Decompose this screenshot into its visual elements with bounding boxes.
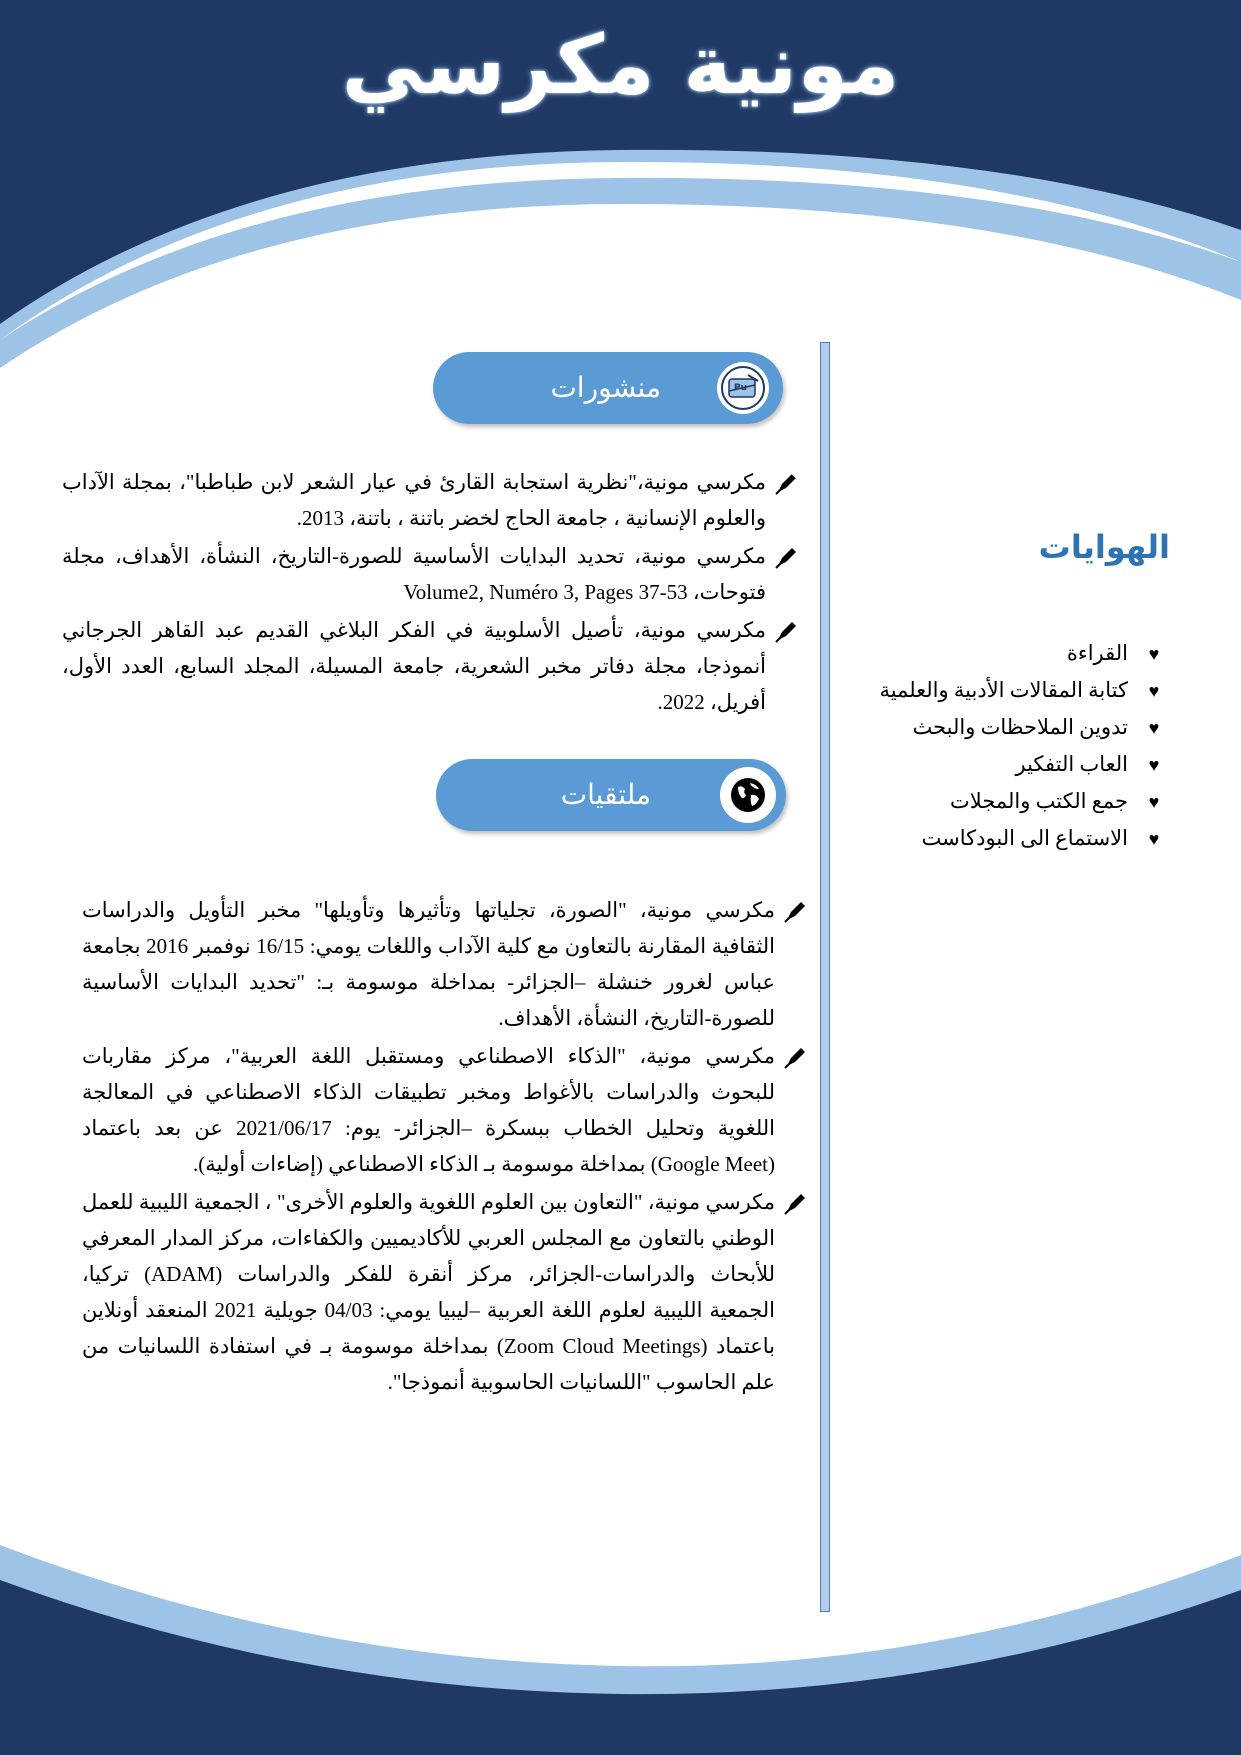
- conferences-header: [436, 759, 786, 831]
- pen-bullet-icon: [783, 1190, 809, 1216]
- pub-logo-icon: [717, 362, 769, 414]
- hobby-item: ♥القراءة: [746, 635, 1166, 672]
- conference-item: مكرسي مونية، "التعاون بين العلوم اللغوية والعلوم الأخرى" ، الجمعية الليبية للعمل الوطني بالتعاون مع المجلس العربي للأكاديميين والكفاءات، مركز المدار المعرفي للأبحاث والدراسات-الجزائر، مركز أنقرة للفكر والدراسات (ADAM) تركيا، الجمعية الليبية لعلوم اللغة العربية –ليبيا يومي: 04/03 جويلية 2021 المنعقد أونلاين باعتماد (Zoom Cloud Meetings) بمداخلة موسومة بـ في استفادة اللسانيات من علم الحاسوب "اللسانيات الحاسوبية أنموذجا".: [82, 1184, 809, 1400]
- publications-title: منشورات: [550, 371, 661, 404]
- pen-bullet-icon: [774, 470, 800, 496]
- publications-list: [62, 464, 800, 720]
- svg-text:Pu: Pu: [734, 383, 748, 393]
- hobby-item: ♥تدوين الملاحظات والبحث: [746, 709, 1166, 746]
- publication-item: مكرسي مونية، تأصيل الأسلوبية في الفكر البلاغي القديم عبد القاهر الجرجاني أنموذجا، مجلة دفاتر مخبر الشعرية، جامعة المسيلة، المجلد السابع، العدد الأول، أفريل، 2022.: [62, 612, 800, 720]
- heart-icon: ♥: [1148, 718, 1160, 738]
- hobbies-list: [746, 635, 1166, 857]
- hobby-item: ♥الاستماع الى البودكاست: [746, 820, 1166, 857]
- hobby-item: ♥العاب التفكير: [746, 746, 1166, 783]
- heart-icon: ♥: [1148, 755, 1160, 775]
- heart-icon: ♥: [1148, 792, 1160, 812]
- pen-bullet-icon: [783, 1044, 809, 1070]
- heart-icon: ♥: [1148, 681, 1160, 701]
- conference-item: مكرسي مونية، "الصورة، تجلياتها وتأثيرها وتأويلها" مخبر التأويل والدراسات الثقافية المقارنة بالتعاون مع كلية الآداب واللغات يومي: 16/15 نوفمبر 2016 بجامعة عباس لغرور خنشلة –الجزائر- بمداخلة موسومة بـ: "تحديد البدايات الأساسية للصورة-التاريخ، النشأة، الأهداف.: [82, 892, 809, 1036]
- heart-icon: ♥: [1148, 829, 1160, 849]
- hobby-item: ♥جمع الكتب والمجلات: [746, 783, 1166, 820]
- pen-bullet-icon: [774, 544, 800, 570]
- page-title: مونية مكرسي: [341, 17, 900, 113]
- publication-item: مكرسي مونية،"نظرية استجابة القارئ في عيار الشعر لابن طباطبا"، بمجلة الآداب والعلوم الإنسانية ، جامعة الحاج لخضر باتنة ، باتنة، 2013.: [62, 464, 800, 536]
- column-divider: [820, 342, 830, 1612]
- conferences-title: ملتقيات: [560, 778, 651, 811]
- publication-item: مكرسي مونية، تحديد البدايات الأساسية للصورة-التاريخ، النشأة، الأهداف، مجلة فتوحات، Volume2, Numéro 3, Pages 37-53: [62, 538, 800, 610]
- hobbies-title: الهوايات: [1038, 528, 1170, 566]
- publications-header: [433, 352, 783, 424]
- conferences-list: [82, 892, 809, 1400]
- heart-icon: ♥: [1148, 644, 1160, 664]
- pen-bullet-icon: [783, 898, 809, 924]
- conference-item: مكرسي مونية، "الذكاء الاصطناعي ومستقبل اللغة العربية"، مركز مقاربات للبحوث والدراسات بالأغواط ومخبر تطبيقات الذكاء الاصطناعي في المعالجة اللغوية وتحليل الخطاب ببسكرة –الجزائر- يوم: 2021/06/17 عن بعد باعتماد (Google Meet) بمداخلة موسومة بـ الذكاء الاصطناعي (إضاءات أولية).: [82, 1038, 809, 1182]
- hobby-item: ♥كتابة المقالات الأدبية والعلمية: [746, 672, 1166, 709]
